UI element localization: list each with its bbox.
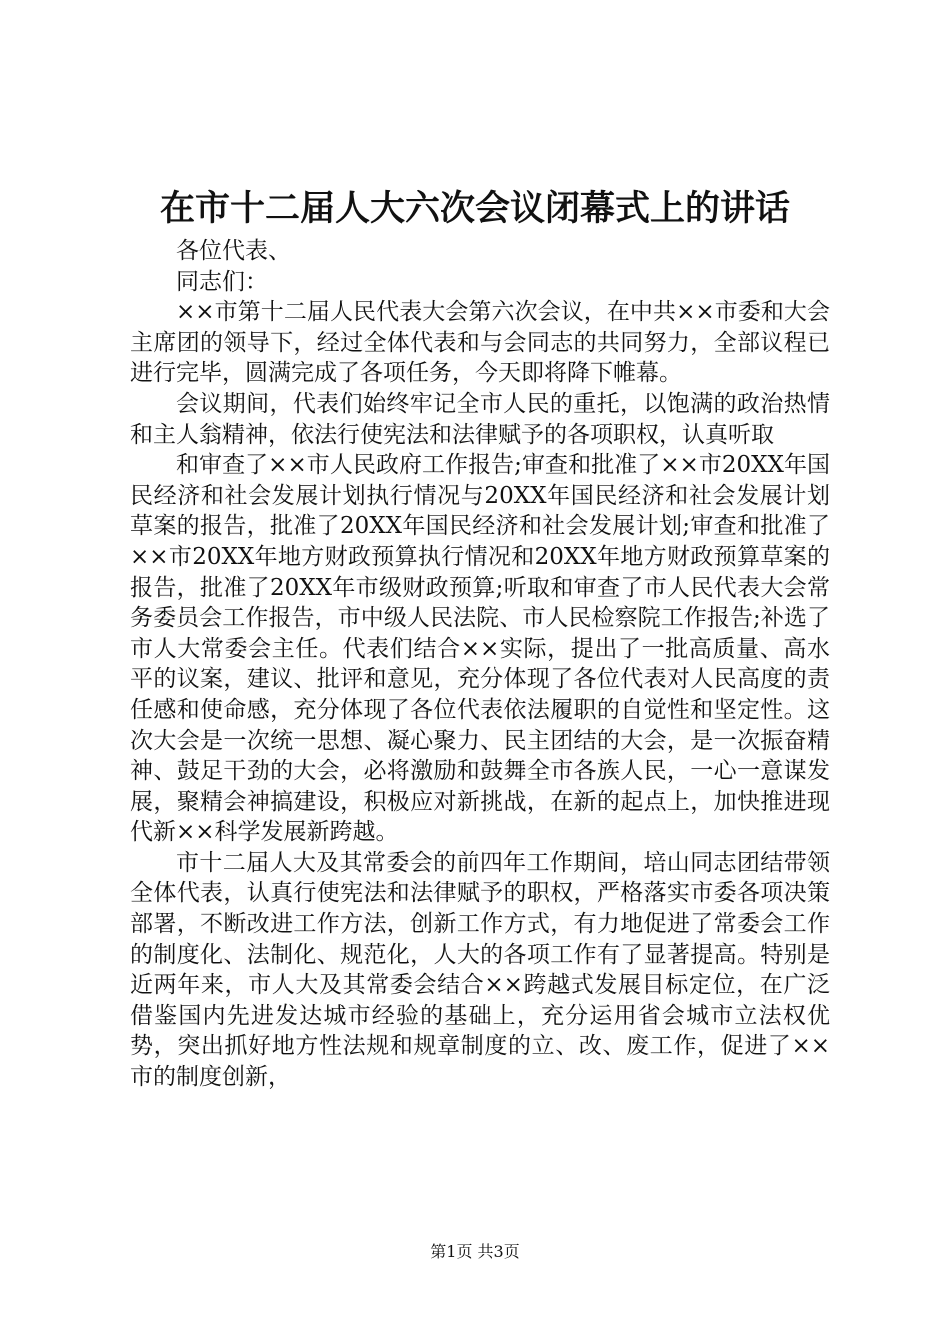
- salutation-line: 各位代表、: [176, 238, 291, 264]
- body-paragraph: 和审查了××市人民政府工作报告;审查和批准了××市20XX年国民经济和社会发展计划执行情况与20XX年国民经济和社会发展计划草案的报告，批准了20XX年国民经济和社会发展计划;审查和批准了××市20XX年地方财政预算执行情况和20XX年地方财政预算草案的报告，批准了20XX年市级财政预算;听取和审查了市人民代表大会常务委员会工作报告，市中级人民法院、市人民检察院工作报告;补选了市人大常委会主任。代表们结合××实际，提出了一批高质量、高水平的议案，建议、批评和意见，充分体现了各位代表对人民高度的责任感和使命感，充分体现了各位代表依法履职的自觉性和坚定性。这次大会是一次统一思想、凝心聚力、民主团结的大会，是一次振奋精神、鼓足干劲的大会，必将激励和鼓舞全市各族人民，一心一意谋发展，聚精会神搞建设，积极应对新挑战，在新的起点上，加快推进现代新××科学发展新跨越。: [130, 452, 830, 846]
- document-body: [130, 236, 830, 1093]
- body-paragraph: 市十二届人大及其常委会的前四年工作期间，培山同志团结带领全体代表，认真行使宪法和法律赋予的职权，严格落实市委各项决策部署，不断改进工作方法，创新工作方式，有力地促进了常委会工作的制度化、法制化、规范化，人大的各项工作有了显著提高。特别是近两年来，市人大及其常委会结合××跨越式发展目标定位，在广泛借鉴国内先进发达城市经验的基础上，充分运用省会城市立法权优势，突出抓好地方性法规和规章制度的立、改、废工作，促进了××市的制度创新，: [130, 849, 830, 1091]
- body-paragraph: 会议期间，代表们始终牢记全市人民的重托，以饱满的政治热情和主人翁精神，依法行使宪法和法律赋予的各项职权，认真听取: [130, 390, 830, 448]
- page-footer: 第1页 共3页: [430, 1242, 520, 1261]
- document-title: 在市十二届人大六次会议闭幕式上的讲话: [159, 188, 790, 229]
- salutation-line: 同志们：: [176, 268, 268, 295]
- body-paragraph: ××市第十二届人民代表大会第六次会议，在中共××市委和大会主席团的领导下，经过全体代表和与会同志的共同努力，全部议程已进行完毕，圆满完成了各项任务，今天即将降下帷幕。: [130, 299, 830, 387]
